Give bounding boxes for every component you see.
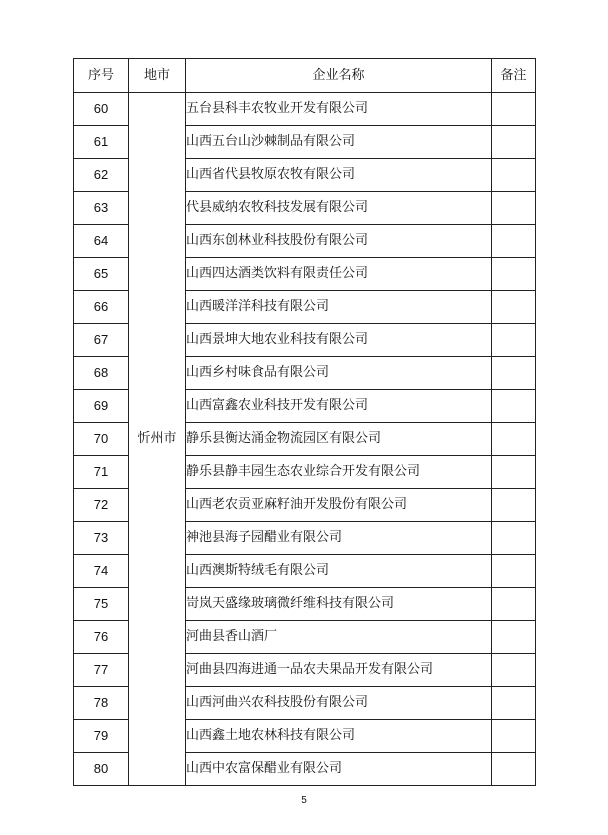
note-cell: [492, 126, 536, 159]
company-name: 山西暖洋洋科技有限公司: [186, 291, 492, 324]
row-number: 79: [74, 720, 129, 753]
row-number: 77: [74, 654, 129, 687]
header-note: 备注: [492, 59, 536, 93]
note-cell: [492, 324, 536, 357]
row-number: 74: [74, 555, 129, 588]
row-number: 67: [74, 324, 129, 357]
row-number: 75: [74, 588, 129, 621]
company-name: 山西景坤大地农业科技有限公司: [186, 324, 492, 357]
row-number: 73: [74, 522, 129, 555]
city-cell: 忻州市: [129, 93, 186, 786]
company-name: 山西鑫土地农林科技有限公司: [186, 720, 492, 753]
table-row: [74, 93, 536, 126]
note-cell: [492, 258, 536, 291]
note-cell: [492, 654, 536, 687]
company-name: 山西河曲兴农科技股份有限公司: [186, 687, 492, 720]
row-number: 72: [74, 489, 129, 522]
note-cell: [492, 489, 536, 522]
note-cell: [492, 423, 536, 456]
note-cell: [492, 357, 536, 390]
note-cell: [492, 291, 536, 324]
company-name: 静乐县衡达涌金物流园区有限公司: [186, 423, 492, 456]
row-number: 60: [74, 93, 129, 126]
company-name: 河曲县香山酒厂: [186, 621, 492, 654]
note-cell: [492, 192, 536, 225]
company-name: 山西东创林业科技股份有限公司: [186, 225, 492, 258]
note-cell: [492, 225, 536, 258]
note-cell: [492, 588, 536, 621]
row-number: 68: [74, 357, 129, 390]
company-name: 山西老农贡亚麻籽油开发股份有限公司: [186, 489, 492, 522]
company-name: 神池县海子园醋业有限公司: [186, 522, 492, 555]
company-name: 五台县科丰农牧业开发有限公司: [186, 93, 492, 126]
company-table: [73, 58, 536, 786]
note-cell: [492, 522, 536, 555]
row-number: 64: [74, 225, 129, 258]
row-number: 62: [74, 159, 129, 192]
company-name: 代县威纳农牧科技发展有限公司: [186, 192, 492, 225]
row-number: 66: [74, 291, 129, 324]
note-cell: [492, 159, 536, 192]
note-cell: [492, 621, 536, 654]
company-name: 山西富鑫农业科技开发有限公司: [186, 390, 492, 423]
row-number: 61: [74, 126, 129, 159]
company-name: 河曲县四海进通一品农夫果品开发有限公司: [186, 654, 492, 687]
company-name: 山西五台山沙棘制品有限公司: [186, 126, 492, 159]
row-number: 65: [74, 258, 129, 291]
header-company-name: 企业名称: [186, 59, 492, 93]
company-name: 岢岚天盛缘玻璃微纤维科技有限公司: [186, 588, 492, 621]
company-name: 山西澳斯特绒毛有限公司: [186, 555, 492, 588]
note-cell: [492, 687, 536, 720]
row-number: 78: [74, 687, 129, 720]
row-number: 63: [74, 192, 129, 225]
header-no: 序号: [74, 59, 129, 93]
header-city: 地市: [129, 59, 186, 93]
row-number: 80: [74, 753, 129, 786]
note-cell: [492, 93, 536, 126]
note-cell: [492, 390, 536, 423]
note-cell: [492, 720, 536, 753]
company-name: 山西省代县牧原农牧有限公司: [186, 159, 492, 192]
company-name: 静乐县静丰园生态农业综合开发有限公司: [186, 456, 492, 489]
row-number: 76: [74, 621, 129, 654]
company-name: 山西乡村味食品有限公司: [186, 357, 492, 390]
table-header-row: [74, 59, 536, 93]
row-number: 70: [74, 423, 129, 456]
note-cell: [492, 555, 536, 588]
table-body: [74, 93, 536, 786]
note-cell: [492, 456, 536, 489]
row-number: 71: [74, 456, 129, 489]
page-number: 5: [301, 795, 307, 806]
company-name: 山西中农富保醋业有限公司: [186, 753, 492, 786]
note-cell: [492, 753, 536, 786]
row-number: 69: [74, 390, 129, 423]
company-name: 山西四达酒类饮料有限责任公司: [186, 258, 492, 291]
